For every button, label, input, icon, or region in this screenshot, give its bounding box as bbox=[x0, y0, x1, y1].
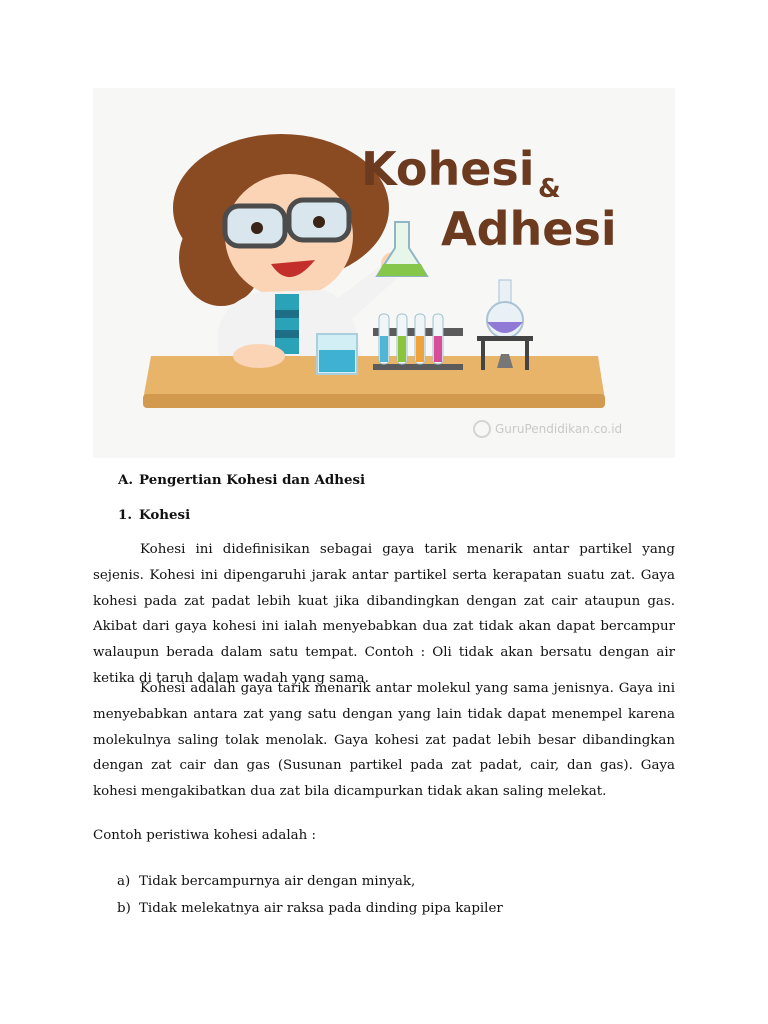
list-item bbox=[117, 868, 503, 895]
subsection-title: Kohesi bbox=[139, 507, 191, 523]
watermark-text: GuruPendidikan.co.id bbox=[495, 422, 623, 436]
section-marker: A. bbox=[118, 472, 134, 488]
list-marker: b) bbox=[117, 901, 131, 916]
watermark bbox=[473, 420, 622, 438]
paragraph-1: Kohesi ini didefinisikan sebagai gaya tarik menarik antar partikel yang sejenis. Kohesi ini dipengaruhi jarak antar partikel serta kerapatan suatu zat. Gaya kohesi pada zat padat lebih kuat jika dibandingkan dengan zat cair ataupun gas. Akibat dari gaya kohesi ini ialah menyebabkan dua zat tidak akan dapat bercampur walaupun berada dalam satu tempat. Contoh : Oli tidak akan bersatu dengan air ketika di taruh dalam wadah yang sama. bbox=[93, 542, 675, 686]
hero-title-kohesi: Kohesi bbox=[361, 142, 535, 196]
hero-title-adhesi: Adhesi bbox=[441, 202, 617, 256]
examples-list bbox=[117, 868, 503, 922]
section-title: Pengertian Kohesi dan Adhesi bbox=[139, 472, 366, 488]
subsection-marker: 1. bbox=[118, 507, 132, 523]
graduation-cap-icon bbox=[473, 420, 491, 438]
list-marker: a) bbox=[117, 874, 131, 889]
hero-illustration bbox=[93, 88, 675, 458]
hero-title-ampersand: & bbox=[538, 174, 561, 204]
list-item-text: Tidak melekatnya air raksa pada dinding pipa kapiler bbox=[139, 901, 503, 916]
paragraph-2: Kohesi adalah gaya tarik menarik antar molekul yang sama jenisnya. Gaya ini menyebabkan antara zat yang satu dengan yang lain tidak dapat menempel karena molekulnya saling tolak menolak. Gaya kohesi zat padat lebih besar dibandingkan dengan zat cair dan gas (Susunan partikel pada zat padat, cair, dan gas). Gaya kohesi mengakibatkan dua zat bila dicampurkan tidak akan saling melekat. bbox=[93, 681, 675, 800]
examples-intro: Contoh peristiwa kohesi adalah : bbox=[93, 828, 317, 843]
list-item bbox=[117, 895, 503, 922]
list-item-text: Tidak bercampurnya air dengan minyak, bbox=[139, 874, 416, 889]
section-heading-a bbox=[118, 468, 365, 494]
subsection-heading-1 bbox=[118, 503, 190, 529]
